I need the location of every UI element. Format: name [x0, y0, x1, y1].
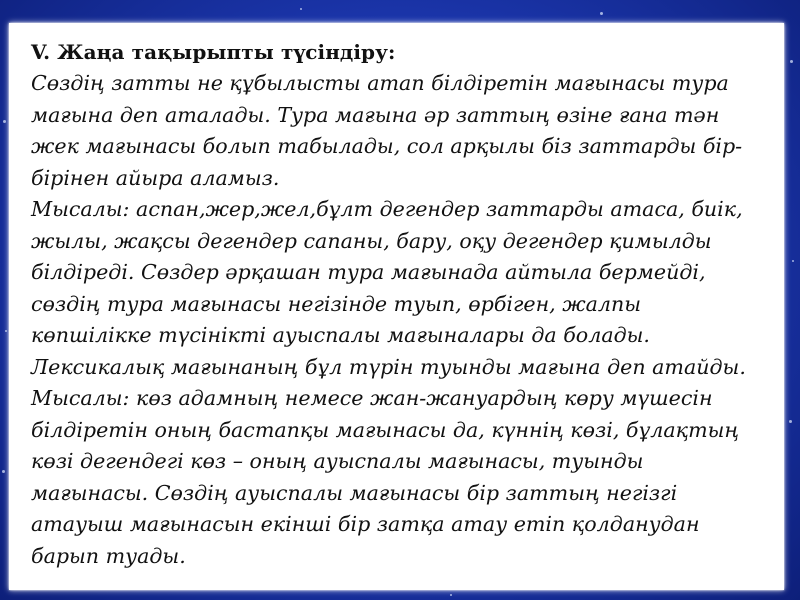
- sparkle-decoration: [789, 420, 792, 423]
- text-line: жек мағынасы болып табылады, сол арқылы біз заттарды бір-: [31, 134, 743, 158]
- text-line: Сөздің затты не құбылысты атап білдіретін мағынасы тура: [31, 71, 729, 95]
- text-line: бірінен айыра аламыз.: [31, 165, 280, 190]
- text-line: көпшілікке түсінікті ауыспалы мағыналары да болады.: [31, 323, 650, 347]
- text-line: сөздің тура мағынасы негізінде туып, өрбіген, жалпы: [31, 291, 642, 316]
- sparkle-decoration: [300, 8, 302, 10]
- sparkle-decoration: [2, 470, 5, 473]
- sparkle-decoration: [450, 594, 452, 596]
- slide-content-card: [9, 23, 784, 590]
- text-line: білдіреді. Сөздер әрқашан тура мағынада айтыла бермейді,: [31, 260, 706, 284]
- sparkle-decoration: [792, 260, 794, 262]
- text-line: мағынасы. Сөздің ауыспалы мағынасы бір заттың негізгі: [31, 480, 678, 505]
- sparkle-decoration: [3, 120, 6, 123]
- text-line: Мысалы: көз адамның немесе жан-жануардың көру мүшесін: [31, 386, 713, 410]
- text-line: Лексикалық мағынаның бұл түрін туынды мағына деп атайды.: [31, 354, 746, 379]
- sparkle-decoration: [5, 330, 7, 332]
- sparkle-decoration: [600, 12, 603, 15]
- text-line: мағына деп аталады. Тура мағына әр заттың өзіне ғана тән: [31, 102, 720, 127]
- text-line: білдіретін оның бастапқы мағынасы да, күннің көзі, бұлақтың: [31, 417, 740, 442]
- text-line: барып туады.: [31, 543, 186, 568]
- section-heading: V. Жаңа тақырыпты түсіндіру:: [31, 40, 396, 64]
- text-line: көзі дегендегі көз – оның ауыспалы мағынасы, туынды: [31, 449, 644, 473]
- text-line: Мысалы: аспан,жер,жел,бұлт дегендер заттарды атаса, биік,: [31, 197, 743, 221]
- text-line: жылы, жақсы дегендер сапаны, бару, оқу дегендер қимылды: [31, 228, 712, 253]
- text-line: атауыш мағынасын екінші бір затқа атау етіп қолданудан: [31, 512, 700, 536]
- sparkle-decoration: [790, 60, 793, 63]
